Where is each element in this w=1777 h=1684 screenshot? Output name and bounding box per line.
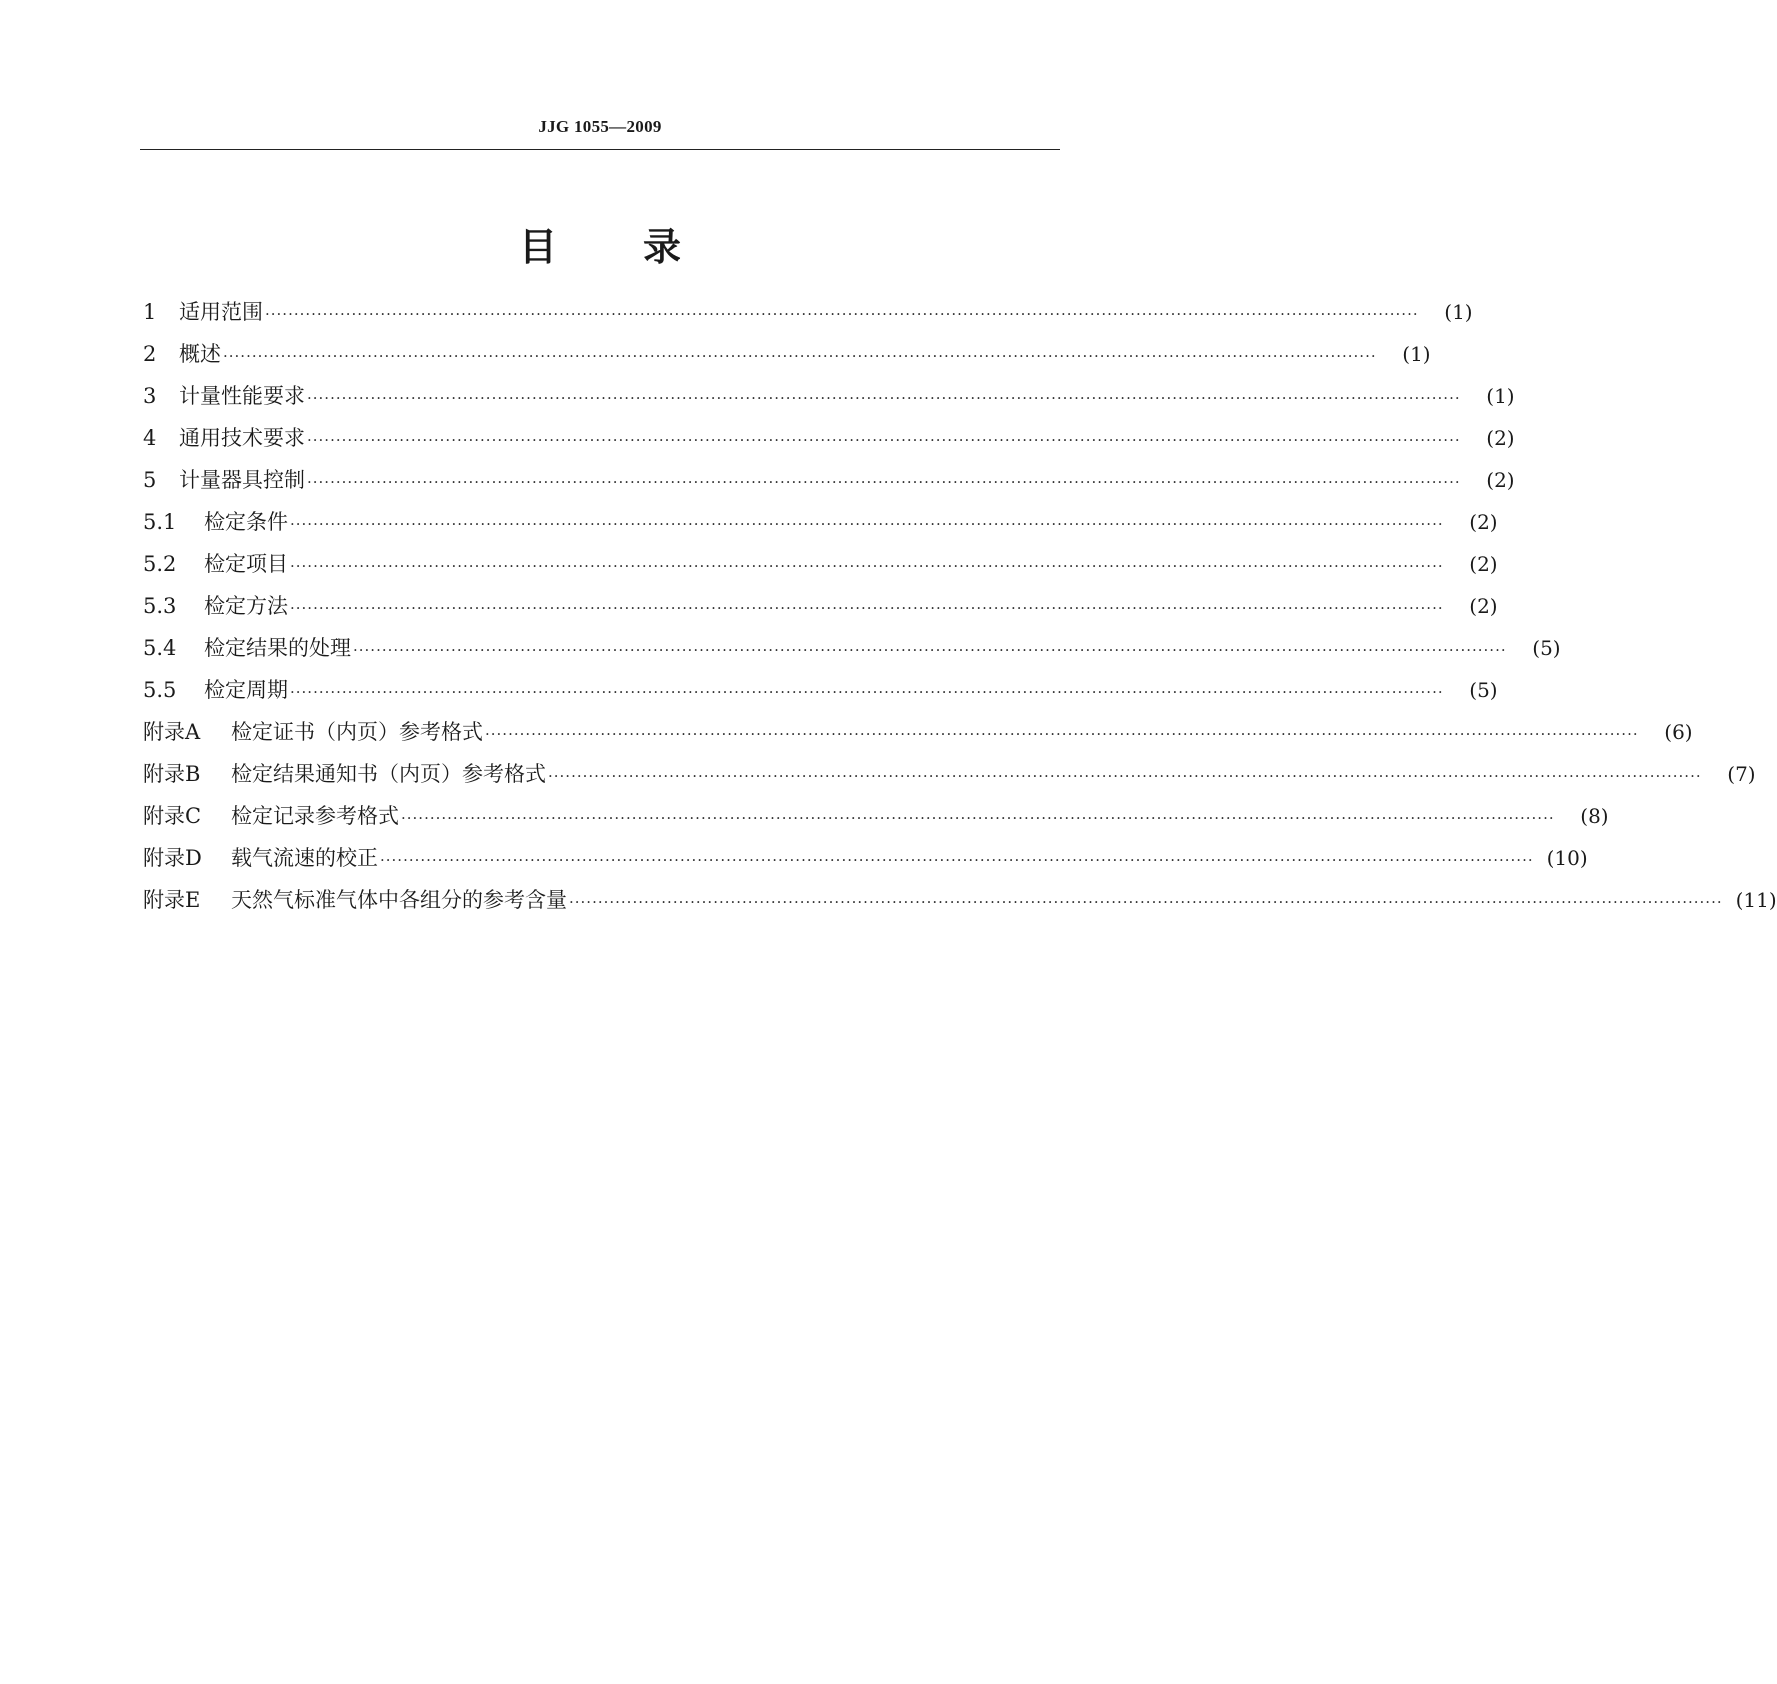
toc-entry-page: (10): [1546, 846, 1588, 870]
toc-entry-page: (2): [1469, 552, 1498, 576]
toc-entry-label: 计量性能要求: [179, 384, 305, 408]
toc-entry-page: (7): [1727, 762, 1756, 786]
toc-leader-dots: ········································································································································································································: [401, 809, 1555, 827]
toc-entry-page: (8): [1580, 804, 1609, 828]
toc-entry[interactable]: [143, 674, 1498, 716]
toc-leader-dots: ········································································································································································································: [380, 851, 1534, 869]
toc-leader-dots: ········································································································································································································: [223, 347, 1377, 365]
toc-entry[interactable]: [143, 464, 1515, 506]
toc-leader-dots: ········································································································································································································: [265, 305, 1419, 323]
toc-entry-number: 5.3: [143, 594, 177, 618]
toc-entry-page: (5): [1532, 636, 1561, 660]
toc-entry[interactable]: [143, 632, 1561, 674]
toc-entry-page: (1): [1486, 384, 1515, 408]
title-char-1: 目: [518, 225, 557, 269]
toc-entry-label: 检定证书（内页）参考格式: [231, 720, 483, 744]
toc-entry[interactable]: [143, 338, 1431, 380]
toc-entry-number: 附录A: [143, 720, 201, 744]
toc-entry-number: 3: [143, 384, 157, 408]
toc-entry[interactable]: [143, 716, 1693, 758]
toc-entry-label: 概述: [179, 342, 221, 366]
toc-leader-dots: ········································································································································································································: [569, 893, 1723, 911]
toc-leader-dots: ········································································································································································································: [290, 515, 1444, 533]
toc-entry-number: 附录C: [143, 804, 202, 828]
toc-entry-number: 5.4: [143, 636, 177, 660]
toc-leader-dots: ········································································································································································································: [290, 599, 1444, 617]
toc-entry-page: (1): [1402, 342, 1431, 366]
toc-leader-dots: ········································································································································································································: [290, 683, 1444, 701]
toc-entry-label: 检定结果的处理: [204, 636, 351, 660]
toc-entry-page: (2): [1469, 510, 1498, 534]
toc-entry[interactable]: [143, 380, 1515, 422]
toc-entry[interactable]: [143, 758, 1756, 800]
toc-entry-number: 5.5: [143, 678, 177, 702]
document-code-header: JJG 1055—2009: [538, 117, 662, 136]
toc-entry-page: (1): [1444, 300, 1473, 324]
header-rule: [140, 149, 1060, 150]
toc-entry-number: 附录D: [143, 846, 202, 870]
toc-leader-dots: ········································································································································································································: [548, 767, 1702, 785]
toc-leader-dots: ········································································································································································································: [485, 725, 1639, 743]
toc-entry-label: 检定项目: [204, 552, 288, 576]
page-title: [140, 216, 1060, 271]
toc-entry-label: 载气流速的校正: [231, 846, 378, 870]
toc-entry-number: 2: [143, 342, 157, 366]
toc-entry-label: 天然气标准气体中各组分的参考含量: [231, 888, 567, 912]
toc-entry-number: 附录E: [143, 888, 201, 912]
table-of-contents: [143, 296, 1777, 926]
title-char-2: 录: [643, 225, 682, 269]
toc-entry-number: 1: [143, 300, 157, 324]
toc-leader-dots: ········································································································································································································: [353, 641, 1507, 659]
toc-entry-label: 计量器具控制: [179, 468, 305, 492]
toc-entry-label: 检定方法: [204, 594, 288, 618]
toc-entry-number: 5.2: [143, 552, 177, 576]
toc-leader-dots: ········································································································································································································: [307, 389, 1461, 407]
toc-entry[interactable]: [143, 884, 1777, 926]
toc-entry[interactable]: [143, 548, 1498, 590]
toc-entry-page: (2): [1486, 468, 1515, 492]
toc-leader-dots: ········································································································································································································: [307, 473, 1461, 491]
toc-entry[interactable]: [143, 506, 1498, 548]
toc-entry-number: 5: [143, 468, 157, 492]
toc-entry-page: (11): [1735, 888, 1777, 912]
toc-entry-label: 适用范围: [179, 300, 263, 324]
toc-leader-dots: ········································································································································································································: [290, 557, 1444, 575]
toc-entry[interactable]: [143, 296, 1473, 338]
toc-entry[interactable]: [143, 590, 1498, 632]
toc-leader-dots: ········································································································································································································: [307, 431, 1461, 449]
toc-entry-page: (2): [1486, 426, 1515, 450]
toc-entry-number: 4: [143, 426, 157, 450]
toc-entry-label: 检定条件: [204, 510, 288, 534]
toc-entry[interactable]: [143, 800, 1609, 842]
toc-entry-page: (6): [1664, 720, 1693, 744]
toc-entry-label: 检定记录参考格式: [231, 804, 399, 828]
toc-entry[interactable]: [143, 422, 1515, 464]
toc-entry-number: 5.1: [143, 510, 177, 534]
toc-entry-label: 检定周期: [204, 678, 288, 702]
toc-entry-number: 附录B: [143, 762, 201, 786]
toc-entry[interactable]: [143, 842, 1588, 884]
toc-entry-page: (2): [1469, 594, 1498, 618]
toc-entry-label: 检定结果通知书（内页）参考格式: [231, 762, 546, 786]
toc-entry-page: (5): [1469, 678, 1498, 702]
toc-entry-label: 通用技术要求: [179, 426, 305, 450]
